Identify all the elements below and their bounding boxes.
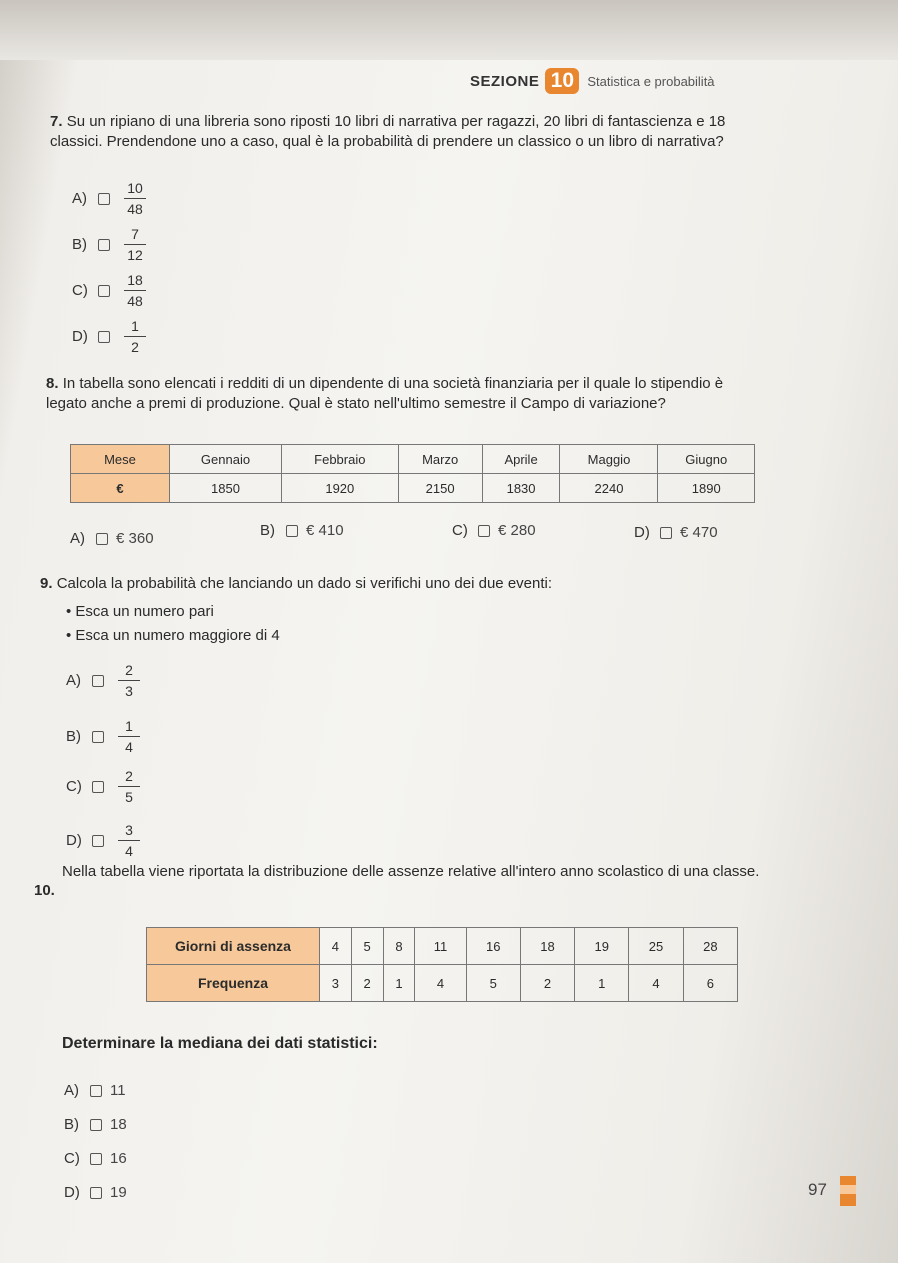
option-label: C) (72, 282, 88, 299)
checkbox[interactable] (90, 1153, 102, 1165)
numerator: 3 (125, 822, 133, 838)
checkbox[interactable] (96, 533, 108, 545)
checkbox[interactable] (92, 731, 104, 743)
question-text: In tabella sono elencati i redditi di un dipendente di una società finanziaria per il quale lo stipendio è legato anche a premi di produzione. Qual è stato nell'ultimo semestre il Campo di variazione? (46, 375, 724, 412)
q10-option-a[interactable] (64, 1082, 126, 1099)
row-header: Mese (71, 445, 170, 474)
numerator: 10 (127, 180, 143, 196)
q9-option-b[interactable] (66, 718, 140, 755)
option-label: A) (66, 672, 81, 689)
numerator: 2 (125, 768, 133, 784)
option-value: 11 (110, 1082, 126, 1099)
q10-option-b[interactable] (64, 1116, 127, 1133)
checkbox[interactable] (98, 193, 110, 205)
checkbox[interactable] (98, 285, 110, 297)
denominator: 4 (125, 843, 133, 859)
table-cell: 2 (520, 965, 574, 1002)
table-cell: Aprile (482, 445, 560, 474)
page-top-shadow (0, 0, 898, 60)
table-cell: 2150 (398, 474, 482, 503)
option-label: D) (66, 832, 82, 849)
checkbox[interactable] (286, 525, 298, 537)
table-cell: 1 (383, 965, 415, 1002)
question-10 (62, 862, 802, 882)
numerator: 1 (125, 718, 133, 734)
q8-option-a[interactable] (70, 530, 154, 547)
q8-option-c[interactable] (452, 522, 536, 539)
q10-option-c[interactable] (64, 1150, 127, 1167)
question-number: 9. (40, 575, 53, 592)
fraction (118, 822, 140, 859)
fraction (124, 318, 146, 355)
option-label: A) (72, 190, 87, 207)
page-number: 97 (808, 1180, 827, 1199)
checkbox[interactable] (92, 675, 104, 687)
checkbox[interactable] (98, 239, 110, 251)
table-row (71, 445, 755, 474)
bullet-text: Esca un numero maggiore di 4 (75, 627, 280, 644)
table-cell: 4 (629, 965, 683, 1002)
checkbox[interactable] (92, 781, 104, 793)
q10-option-d[interactable] (64, 1184, 127, 1201)
table-cell: 5 (466, 965, 520, 1002)
row-header: € (71, 474, 170, 503)
q7-option-c[interactable] (72, 272, 146, 309)
table-cell: 16 (466, 928, 520, 965)
question-text: Nella tabella viene riportata la distribuzione delle assenze relative all'intero anno scolastico di una classe. (62, 863, 760, 880)
table-cell: Marzo (398, 445, 482, 474)
q7-option-a[interactable] (72, 180, 146, 217)
option-value: 16 (110, 1150, 127, 1167)
option-value: € 360 (116, 530, 154, 547)
checkbox[interactable] (90, 1085, 102, 1097)
table-cell: 25 (629, 928, 683, 965)
option-label: A) (70, 530, 85, 547)
absences-table (146, 927, 738, 1002)
question-text: Su un ripiano di una libreria sono riposti 10 libri di narrativa per ragazzi, 20 libri di fantascienza e 18 classici. Prendendone uno a caso, qual è la probabilità di prendere un classico o un libro di narrativa? (50, 113, 726, 150)
income-table (70, 444, 755, 503)
option-value: € 410 (306, 522, 344, 539)
fraction (124, 180, 146, 217)
section-subtitle: Statistica e probabilità (587, 73, 715, 89)
bullet-item: • Esca un numero maggiore di 4 (66, 627, 280, 644)
option-label: C) (64, 1150, 80, 1167)
section-header (470, 64, 715, 98)
row-header: Frequenza (147, 965, 320, 1002)
table-cell: 2240 (560, 474, 658, 503)
option-value: 18 (110, 1116, 127, 1133)
checkbox[interactable] (478, 525, 490, 537)
denominator: 4 (125, 739, 133, 755)
checkbox[interactable] (98, 331, 110, 343)
option-label: C) (452, 522, 468, 539)
section-number-badge: 10 (545, 68, 579, 94)
question-7 (50, 112, 740, 152)
bullet-text: Esca un numero pari (75, 603, 214, 620)
fraction (118, 718, 140, 755)
option-label: A) (64, 1082, 79, 1099)
option-label: B) (66, 728, 81, 745)
option-value: € 470 (680, 524, 718, 541)
table-cell: 6 (683, 965, 737, 1002)
question-number: 8. (46, 375, 59, 392)
question-9 (40, 574, 760, 594)
table-cell: 28 (683, 928, 737, 965)
page-marker (840, 1176, 856, 1206)
table-cell: 11 (415, 928, 466, 965)
q9-option-d[interactable] (66, 822, 140, 859)
table-cell: Febbraio (282, 445, 399, 474)
table-row (147, 965, 738, 1002)
fraction (124, 272, 146, 309)
q10-prompt: Determinare la mediana dei dati statistici: (62, 1035, 378, 1052)
denominator: 5 (125, 789, 133, 805)
table-cell: 4 (415, 965, 466, 1002)
numerator: 2 (125, 662, 133, 678)
denominator: 48 (127, 293, 143, 309)
option-label: B) (64, 1116, 79, 1133)
question-number: 10. (34, 882, 55, 899)
option-value: 19 (110, 1184, 127, 1201)
option-value: € 280 (498, 522, 536, 539)
denominator: 48 (127, 201, 143, 217)
table-cell: 1890 (658, 474, 755, 503)
table-cell: Gennaio (170, 445, 282, 474)
numerator: 1 (131, 318, 139, 334)
fraction (124, 226, 146, 263)
table-cell: 1920 (282, 474, 399, 503)
table-cell: 5 (351, 928, 383, 965)
table-row (71, 474, 755, 503)
table-cell: 1850 (170, 474, 282, 503)
denominator: 12 (127, 247, 143, 263)
checkbox[interactable] (90, 1119, 102, 1131)
option-label: B) (72, 236, 87, 253)
option-label: C) (66, 778, 82, 795)
table-cell: 3 (320, 965, 352, 1002)
option-label: D) (64, 1184, 80, 1201)
q9-option-c[interactable] (66, 768, 140, 805)
denominator: 2 (131, 339, 139, 355)
question-8 (46, 374, 746, 414)
q9-option-a[interactable] (66, 662, 140, 699)
q7-option-d[interactable] (72, 318, 146, 355)
option-label: B) (260, 522, 275, 539)
fraction (118, 768, 140, 805)
q8-option-d[interactable] (634, 524, 718, 541)
option-label: D) (72, 328, 88, 345)
table-cell: 4 (320, 928, 352, 965)
bullet-item: • Esca un numero pari (66, 603, 214, 620)
q7-option-b[interactable] (72, 226, 146, 263)
checkbox[interactable] (660, 527, 672, 539)
table-row (147, 928, 738, 965)
table-cell: 1830 (482, 474, 560, 503)
numerator: 18 (127, 272, 143, 288)
table-cell: 1 (575, 965, 629, 1002)
question-number: 7. (50, 113, 63, 130)
row-header: Giorni di assenza (147, 928, 320, 965)
question-text: Calcola la probabilità che lanciando un dado si verifichi uno dei due eventi: (56, 575, 553, 592)
numerator: 7 (131, 226, 139, 242)
q8-option-b[interactable] (260, 522, 344, 539)
table-cell: 2 (351, 965, 383, 1002)
table-cell: 19 (575, 928, 629, 965)
option-label: D) (634, 524, 650, 541)
table-cell: 8 (383, 928, 415, 965)
checkbox[interactable] (92, 835, 104, 847)
table-cell: Giugno (658, 445, 755, 474)
table-cell: Maggio (560, 445, 658, 474)
section-label: SEZIONE (470, 72, 540, 90)
fraction (118, 662, 140, 699)
checkbox[interactable] (90, 1187, 102, 1199)
denominator: 3 (125, 683, 133, 699)
table-cell: 18 (520, 928, 574, 965)
